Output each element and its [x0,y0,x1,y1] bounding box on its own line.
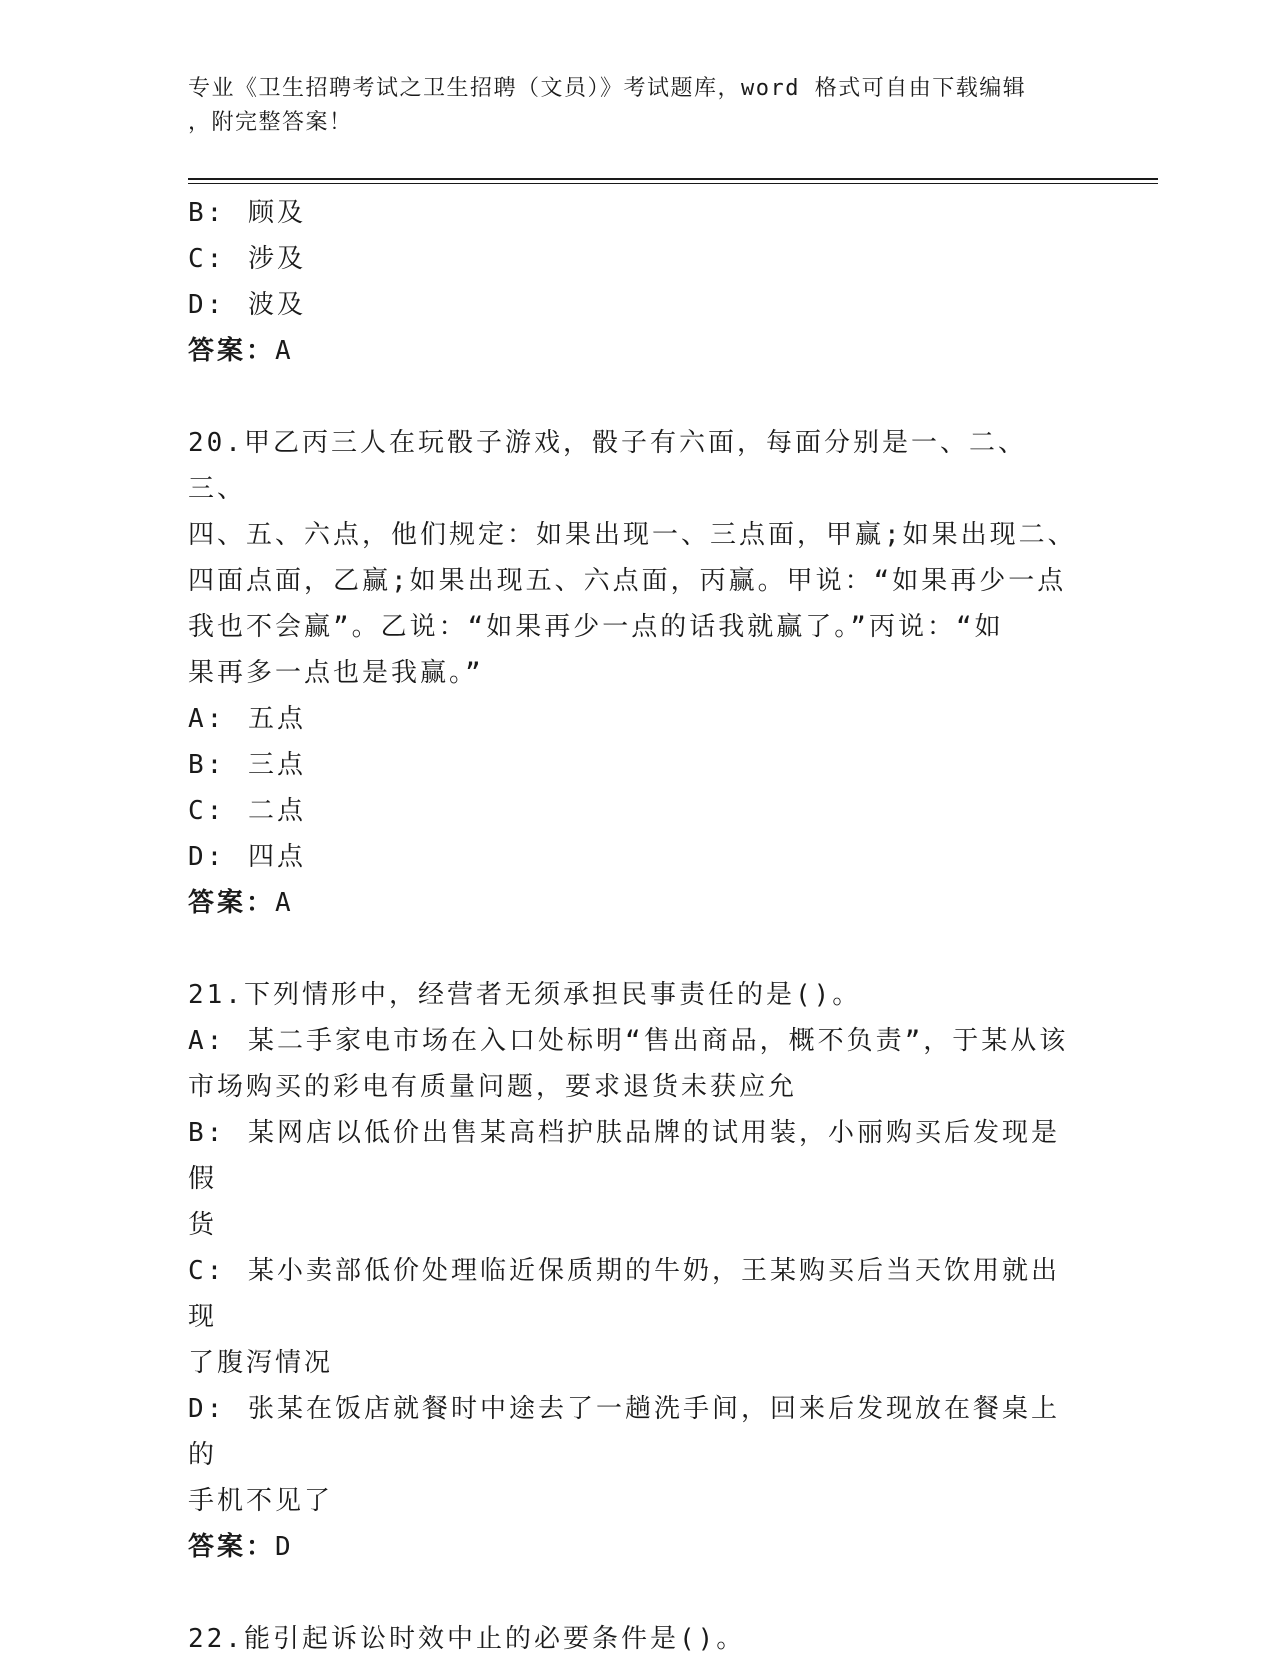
option-text: 某小卖部低价处理临近保质期的牛奶，王某购买后当天饮用就出现 [188,1256,1060,1332]
answer-value: D [275,1532,294,1562]
question-stem-line: 22.能引起诉讼时效中止的必要条件是()。 [188,1624,746,1654]
option-text: 某网店以低价出售某高档护肤品牌的试用装，小丽购买后发现是假 [188,1118,1060,1194]
option-b [188,1110,1078,1202]
answer-value: A [275,888,294,918]
option-key: B: [188,1118,226,1148]
answer-label: 答案： [188,336,276,366]
option-b [188,190,1078,236]
header-divider-thin [188,183,1158,184]
option-text: 四点 [247,842,306,872]
option-key: D: [188,1394,226,1424]
document-header [188,72,1068,140]
question-stem-line: 果再多一点也是我赢。” [188,658,484,688]
option-continuation: 手机不见了 [188,1486,334,1516]
answer-label: 答案： [188,1532,276,1562]
option-text: 二点 [247,796,306,826]
answer-value: A [275,336,294,366]
question-stem-line: 21.下列情形中，经营者无须承担民事责任的是()。 [188,980,862,1010]
prev-question-tail [188,190,1078,374]
question-stem-line: 四面点面，乙赢;如果出现五、六点面，丙赢。甲说：“如果再少一点 [188,566,1067,596]
question-20 [188,420,1078,926]
option-text: 涉及 [247,244,306,274]
option-text: 五点 [247,704,306,734]
question-22 [188,1616,1078,1662]
option-continuation: 了腹泻情况 [188,1348,334,1378]
option-key: D: [188,290,226,320]
option-d [188,834,1078,880]
option-text: 三点 [247,750,306,780]
option-text: 顾及 [247,198,306,228]
option-key: B: [188,750,226,780]
option-d [188,1386,1078,1478]
option-continuation: 货 [188,1210,218,1240]
option-key: A: [188,704,226,734]
option-c [188,1248,1078,1340]
option-text: 某二手家电市场在入口处标明“售出商品，概不负责”，于某从该 [247,1026,1069,1056]
document-body [188,190,1078,1662]
header-line-2: ，附完整答案！ [188,110,353,135]
answer-label: 答案： [188,888,276,918]
answer-line [188,1524,1078,1570]
option-c [188,236,1078,282]
option-key: C: [188,1256,226,1286]
answer-line [188,328,1078,374]
option-key: C: [188,796,226,826]
answer-line [188,880,1078,926]
option-key: C: [188,244,226,274]
option-key: A: [188,1026,226,1056]
option-key: B: [188,198,226,228]
option-a [188,1018,1078,1064]
header-divider-thick [188,178,1158,180]
question-stem-line: 我也不会赢”。乙说：“如果再少一点的话我就赢了。”丙说：“如 [188,612,1004,642]
option-key: D: [188,842,226,872]
question-stem-line: 20.甲乙丙三人在玩骰子游戏，骰子有六面，每面分别是一、二、三、 [188,428,1027,504]
option-text: 波及 [247,290,306,320]
option-a [188,696,1078,742]
question-21 [188,972,1078,1570]
option-d [188,282,1078,328]
header-line-1: 专业《卫生招聘考试之卫生招聘（文员）》考试题库，word 格式可自由下载编辑 [188,76,1027,101]
option-b [188,742,1078,788]
option-c [188,788,1078,834]
question-stem-line: 四、五、六点，他们规定：如果出现一、三点面，甲赢;如果出现二、 [188,520,1077,550]
option-continuation: 市场购买的彩电有质量问题，要求退货未获应允 [188,1072,798,1102]
option-text: 张某在饭店就餐时中途去了一趟洗手间，回来后发现放在餐桌上的 [188,1394,1060,1470]
